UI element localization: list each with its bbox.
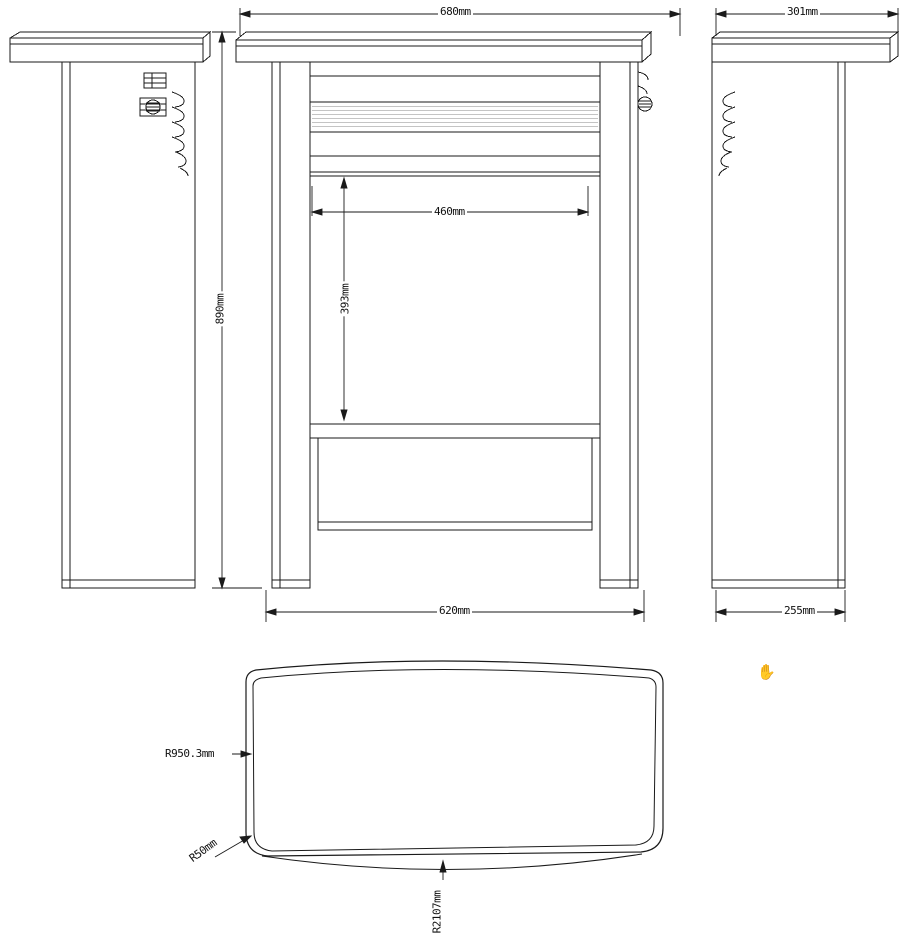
- dim-side-top-depth: 301mm: [787, 5, 818, 18]
- dim-opening-height: 393mm: [338, 283, 352, 315]
- left-side-elevation: [10, 32, 210, 588]
- dim-side-base-depth: 255mm: [784, 604, 815, 617]
- hand-cursor-icon: ✋: [757, 663, 776, 681]
- front-elevation: [236, 32, 652, 588]
- dim-opening-width: 460mm: [434, 205, 465, 218]
- dim-plan-back-radius: R2107mm: [430, 890, 444, 934]
- right-side-elevation: [712, 32, 898, 588]
- plan-leaders: [215, 751, 446, 880]
- dim-plan-front-radius: R950.3mm: [165, 747, 214, 760]
- dim-plan-corner-radius: R50mm: [186, 836, 220, 865]
- dim-front-base-width: 620mm: [439, 604, 470, 617]
- dim-front-overall-height: 890mm: [213, 293, 227, 325]
- plan-view: [246, 661, 663, 870]
- dim-front-top-width: 680mm: [440, 5, 471, 18]
